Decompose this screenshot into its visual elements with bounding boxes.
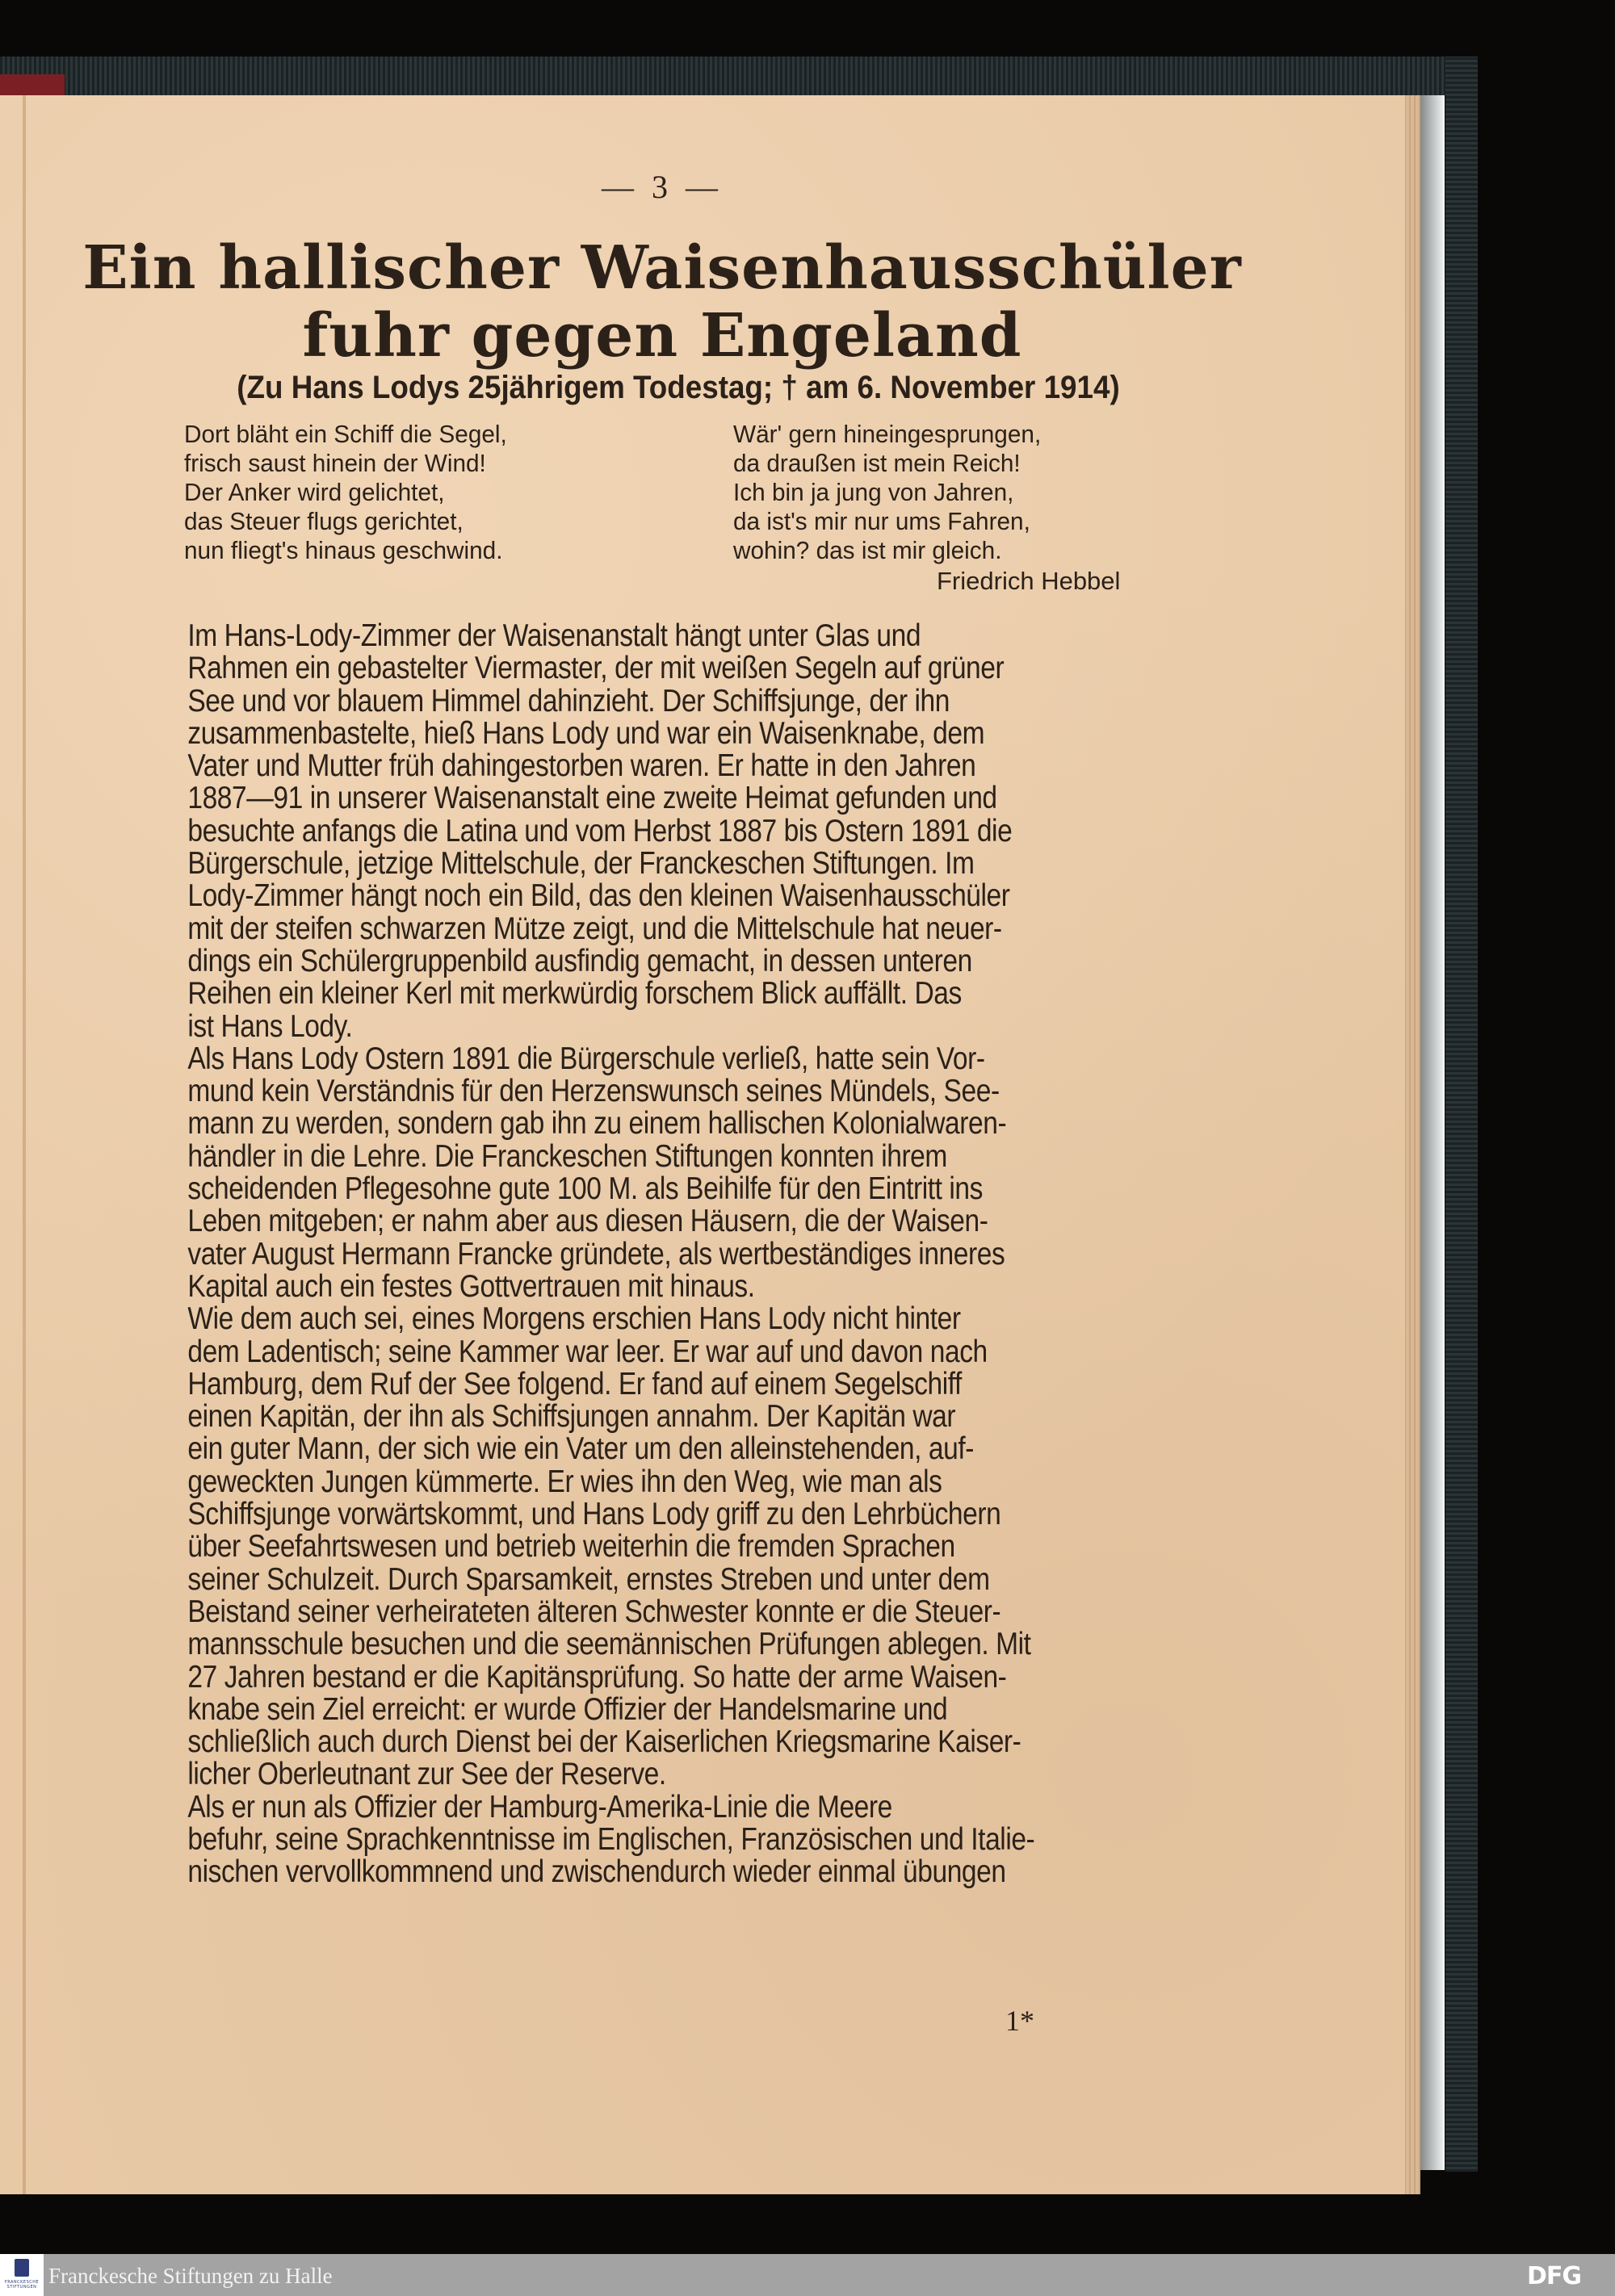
text-line: scheidenden Pflegesohne gute 100 M. als Beihilfe für den Eintritt ins: [187, 1171, 983, 1207]
text-line: Reihen ein kleiner Kerl mit merkwürdig forschem Blick auffällt. Das: [187, 976, 962, 1012]
poem-stanza-right: [733, 420, 1054, 565]
text-line: licher Oberleutnant zur See der Reserve.: [187, 1757, 666, 1792]
text-line: vater August Hermann Francke gründete, als wertbeständiges inneres: [187, 1236, 1005, 1272]
text-line: mund kein Verständnis für den Herzenswunsch seines Mündels, See-: [187, 1074, 1000, 1109]
book-cover-top: [0, 57, 1478, 95]
paragraph-4: [170, 1791, 1207, 1889]
page-edge-highlight: [1419, 95, 1445, 2170]
text-line: seiner Schulzeit. Durch Sparsamkeit, ernstes Streben und unter dem: [187, 1561, 990, 1597]
paragraph-3: [170, 1303, 1207, 1791]
poem-line: da draußen ist mein Reich!: [733, 449, 1021, 477]
text-line: einen Kapitän, der ihn als Schiffsjungen annahm. Der Kapitän war: [187, 1399, 956, 1435]
text-line: Rahmen ein gebastelter Viermaster, der mit weißen Segeln auf grüner: [187, 651, 1005, 686]
footer-bar: [0, 2254, 1615, 2296]
text-line: Im Hans-Lody-Zimmer der Waisenanstalt hängt unter Glas und: [187, 618, 921, 653]
text-line: mit der steifen schwarzen Mütze zeigt, und die Mittelschule hat neuer-: [187, 911, 1002, 946]
page-gutter: [23, 95, 26, 2194]
text-line: Als Hans Lody Ostern 1891 die Bürgerschule verließ, hatte sein Vor-: [187, 1041, 985, 1076]
poem-line: wohin? das ist mir gleich.: [733, 536, 1002, 564]
article-body: [170, 620, 1207, 1889]
poem-line: nun fliegt's hinaus geschwind.: [184, 536, 503, 564]
page-number: — 3 —: [602, 169, 723, 205]
text-line: händler in die Lehre. Die Franckeschen Stiftungen konnten ihrem: [187, 1138, 947, 1174]
book-cover-red-edge: [0, 74, 65, 95]
poem-line: das Steuer flugs gerichtet,: [184, 507, 464, 535]
text-line: geweckten Jungen kümmerte. Er wies ihn den Weg, wie man als: [187, 1464, 942, 1499]
text-line: mann zu werden, sondern gab ihn zu einem hallischen Kolonialwaren-: [187, 1106, 1007, 1142]
title-line-1: Ein hallischer Waisenhausschüler: [82, 233, 1242, 303]
text-line: Vater und Mutter früh dahingestorben waren. Er hatte in den Jahren: [187, 748, 976, 784]
text-line: zusammenbastelte, hieß Hans Lody und war ein Waisenknabe, dem: [187, 715, 985, 751]
text-line: befuhr, seine Sprachkenntnisse im Englischen, Französischen und Italie-: [187, 1821, 1035, 1857]
poem-line: frisch saust hinein der Wind!: [184, 449, 486, 477]
text-line: Bürgerschule, jetzige Mittelschule, der Franckeschen Stiftungen. Im: [187, 846, 975, 882]
text-line: Lody-Zimmer hängt noch ein Bild, das den kleinen Waisenhausschüler: [187, 878, 1010, 914]
text-line: schließlich auch durch Dienst bei der Kaiserlichen Kriegsmarine Kaiser-: [187, 1724, 1021, 1760]
text-line: Leben mitgeben; er nahm aber aus diesen Häusern, die der Waisen-: [187, 1204, 988, 1239]
text-line: Wie dem auch sei, eines Morgens erschien Hans Lody nicht hinter: [187, 1301, 961, 1337]
text-line: dings ein Schülergruppenbild ausfindig gemacht, in dessen unteren: [187, 943, 972, 978]
poem-line: Wär' gern hineingesprungen,: [733, 420, 1042, 448]
text-line: ist Hans Lody.: [187, 1008, 353, 1044]
poem-author: Friedrich Hebbel: [937, 567, 1121, 595]
text-line: 1887—91 in unserer Waisenanstalt eine zweite Heimat gefunden und: [187, 781, 997, 816]
book-cover-right: [1445, 57, 1478, 2172]
poem-line: Der Anker wird gelichtet,: [184, 478, 445, 506]
text-line: nischen vervollkommnend und zwischendurch wieder einmal übungen: [187, 1854, 1006, 1890]
institution-name[interactable]: Franckesche Stiftungen zu Halle: [48, 2264, 333, 2288]
poem-line: Ich bin ja jung von Jahren,: [733, 478, 1014, 506]
text-line: Kapital auch ein festes Gottvertrauen mit hinaus.: [187, 1268, 755, 1304]
text-line: besuchte anfangs die Latina und vom Herbst 1887 bis Ostern 1891 die: [187, 813, 1013, 848]
text-line: über Seefahrtswesen und betrieb weiterhin die fremden Sprachen: [187, 1529, 955, 1565]
text-line: mannsschule besuchen und die seemännischen Prüfungen ablegen. Mit: [187, 1627, 1031, 1662]
text-line: Als er nun als Offizier der Hamburg-Amerika-Linie die Meere: [187, 1789, 892, 1825]
paragraph-2: [170, 1043, 1207, 1303]
orphanage-figure-icon: [15, 2259, 29, 2277]
text-line: Hamburg, dem Ruf der See folgend. Er fand auf einem Segelschiff: [187, 1366, 962, 1401]
text-line: Schiffsjunge vorwärtskommt, und Hans Lody griff zu den Lehrbüchern: [187, 1497, 1001, 1532]
dfg-logo-icon[interactable]: DFG: [1526, 2262, 1581, 2290]
page-subtitle: (Zu Hans Lodys 25jährigem Todestag; † am 6. November 1914): [237, 370, 1120, 405]
title-line-2: fuhr gegen Engeland: [302, 301, 1022, 371]
text-line: Beistand seiner verheirateten älteren Schwester konnte er die Steuer-: [187, 1594, 1001, 1629]
institution-logo[interactable]: [0, 2254, 44, 2296]
poem-line: da ist's mir nur ums Fahren,: [733, 507, 1030, 535]
text-line: ein guter Mann, der sich wie ein Vater um den alleinstehenden, auf-: [187, 1431, 975, 1467]
poem-line: Dort bläht ein Schiff die Segel,: [184, 420, 507, 448]
text-line: 27 Jahren bestand er die Kapitänsprüfung. So hatte der arme Waisen-: [187, 1659, 1007, 1695]
paragraph-1: [170, 620, 1207, 1043]
poem-stanza-left: [184, 420, 520, 565]
text-line: See und vor blauem Himmel dahinzieht. Der Schiffsjunge, der ihn: [187, 683, 950, 719]
logo-text: FRANCKESCHE STIFTUNGEN: [4, 2280, 40, 2290]
text-line: dem Ladentisch; seine Kammer war leer. Er war auf und davon nach: [187, 1334, 988, 1369]
page-title: [0, 234, 1324, 370]
signature-mark: 1*: [1005, 2005, 1034, 2037]
text-line: knabe sein Ziel erreicht: er wurde Offizier der Handelsmarine und: [187, 1691, 948, 1727]
